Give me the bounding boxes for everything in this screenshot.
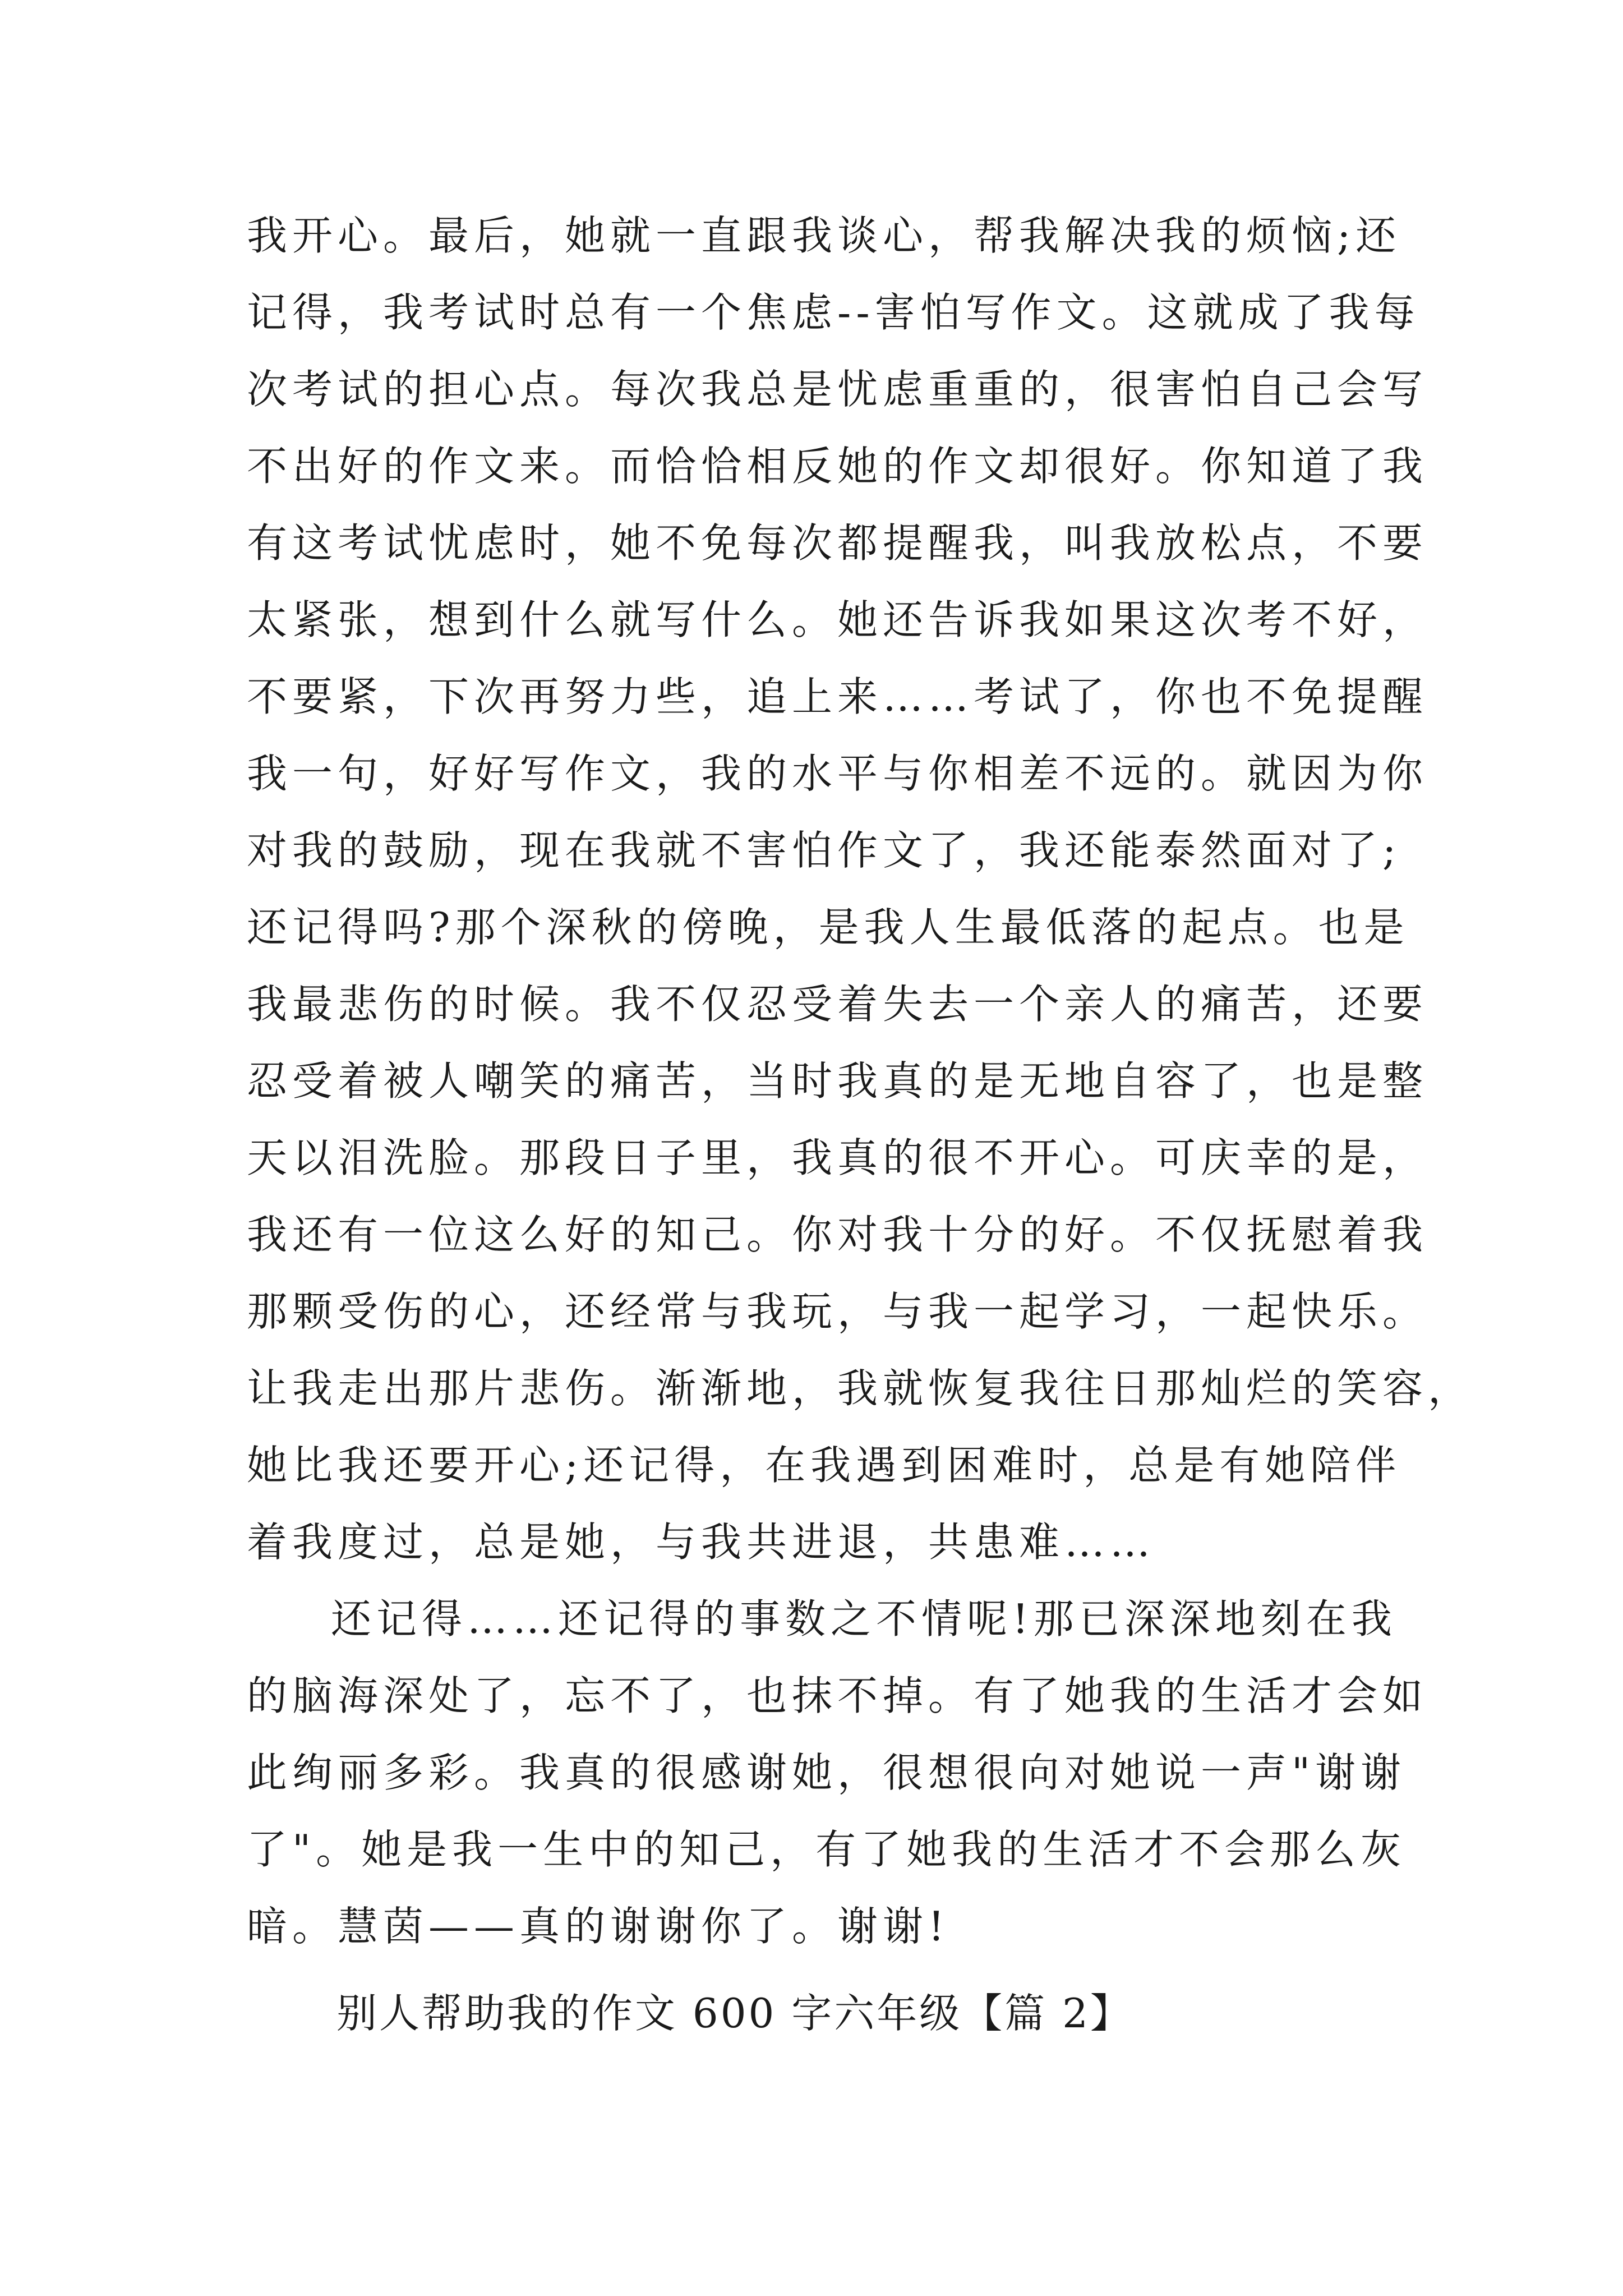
text-line: 我最悲伤的时候。我不仅忍受着失去一个亲人的痛苦，还要	[247, 981, 1428, 1028]
text-line: 此绚丽多彩。我真的很感谢她，很想很向对她说一声"谢谢	[247, 1749, 1407, 1796]
text-line: 天以泪洗脸。那段日子里，我真的很不开心。可庆幸的是，	[247, 1134, 1428, 1181]
text-line: 太紧张，想到什么就写什么。她还告诉我如果这次考不好，	[247, 596, 1428, 643]
text-line: 的脑海深处了，忘不了，也抹不掉。有了她我的生活才会如	[247, 1672, 1428, 1719]
text-line: 我还有一位这么好的知己。你对我十分的好。不仅抚慰着我	[247, 1211, 1428, 1258]
paragraph-1	[247, 197, 1474, 1581]
text-line: 对我的鼓励，现在我就不害怕作文了，我还能泰然面对了;	[247, 827, 1401, 874]
text-line: 她比我还要开心;还记得，在我遇到困难时，总是有她陪伴	[247, 1442, 1401, 1489]
text-line: 还记得吗?那个深秋的傍晚，是我人生最低落的起点。也是	[247, 904, 1409, 951]
text-line: 忍受着被人嘲笑的痛苦，当时我真的是无地自容了，也是整	[247, 1057, 1428, 1105]
text-line: 暗。慧茵——真的谢谢你了。谢谢!	[247, 1903, 949, 1950]
text-line: 我开心。最后，她就一直跟我谈心，帮我解决我的烦恼;还	[247, 212, 1401, 259]
text-line: 了"。她是我一生中的知己，有了她我的生活才不会那么灰	[247, 1826, 1407, 1873]
text-line: 着我度过，总是她，与我共进退，共患难……	[247, 1519, 1156, 1566]
text-line: 让我走出那片悲伤。渐渐地，我就恢复我往日那灿烂的笑容，	[247, 1365, 1474, 1412]
text-line: 那颗受伤的心，还经常与我玩，与我一起学习，一起快乐。	[247, 1288, 1428, 1335]
paragraph-2	[247, 1581, 1428, 1965]
text-line: 不出好的作文来。而恰恰相反她的作文却很好。你知道了我	[247, 443, 1428, 490]
text-line: 有这考试忧虑时，她不免每次都提醒我，叫我放松点，不要	[247, 519, 1428, 567]
text-line: 我一句，好好写作文，我的水平与你相差不远的。就因为你	[247, 750, 1428, 797]
essay-body	[247, 197, 1474, 2052]
text-line: 次考试的担心点。每次我总是忧虑重重的，很害怕自己会写	[247, 366, 1428, 413]
text-line: 不要紧，下次再努力些，追上来……考试了，你也不免提醒	[247, 673, 1428, 720]
text-line: 记得，我考试时总有一个焦虑--害怕写作文。这就成了我每	[247, 289, 1420, 336]
text-line: 还记得……还记得的事数之不情呢!那已深深地刻在我	[331, 1595, 1397, 1642]
section-heading: 别人帮助我的作文 600 字六年级【篇 2】	[336, 1990, 1133, 2037]
